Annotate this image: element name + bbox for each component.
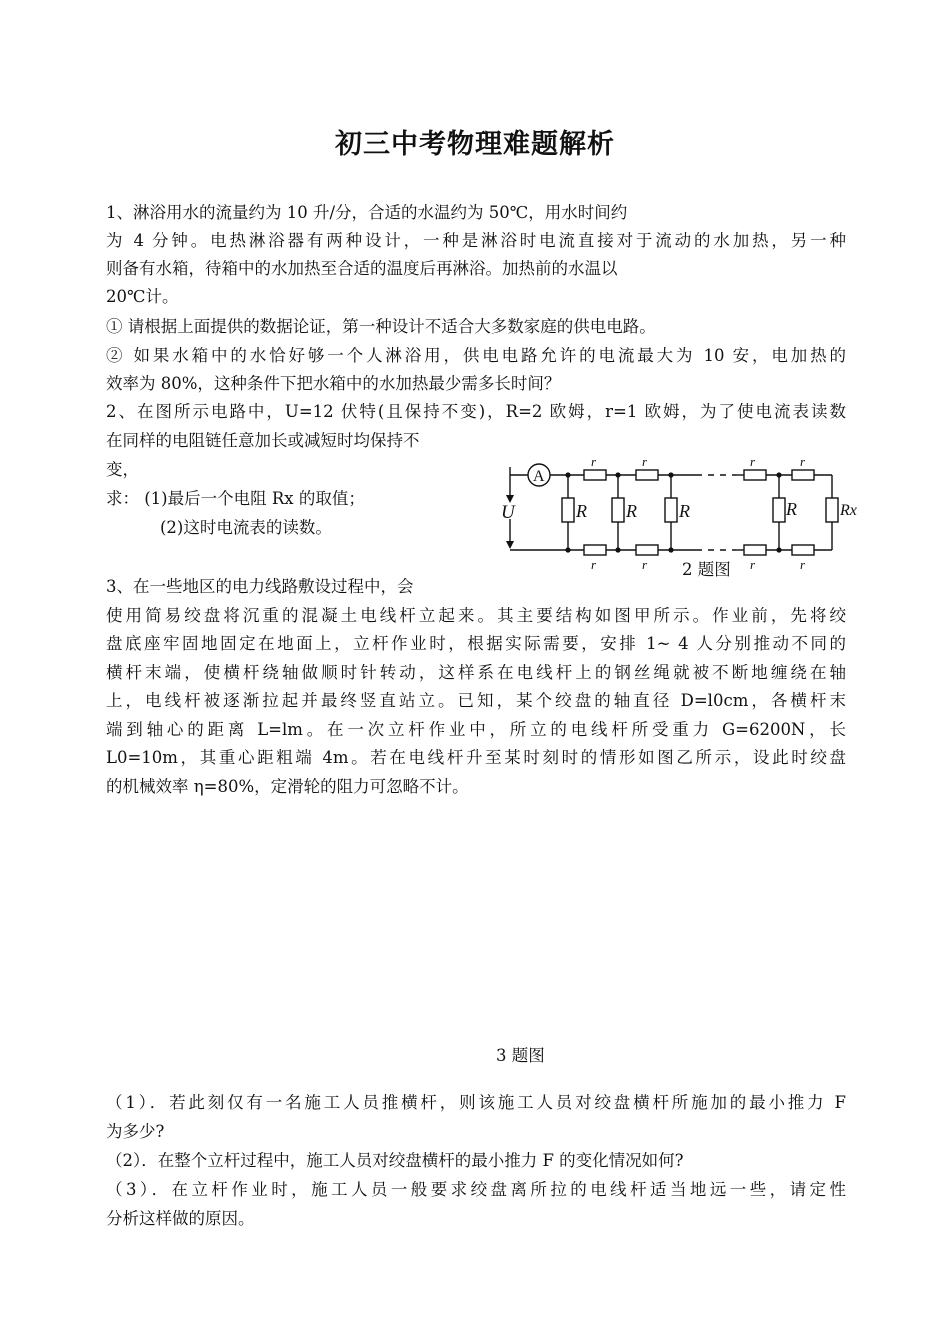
resistor-R-shunt-1	[562, 498, 574, 522]
q2-line-4: 求： (1)最后一个电阻 Rx 的取值；	[106, 489, 365, 508]
label-R-3: R	[679, 501, 690, 521]
label-r-bottom-1: r	[591, 557, 597, 572]
q1-line-3: 则备有水箱，待箱中的水加热至合适的温度后再淋浴。加热前的水温以	[106, 259, 618, 278]
label-r-bottom-3: r	[750, 557, 756, 572]
label-r-top-1: r	[591, 455, 597, 469]
label-Rx: Rx	[840, 502, 857, 519]
q1-line-2: 为 4 分钟。电热淋浴器有两种设计，一种是淋浴时电流直接对于流动的水加热，另一种	[106, 231, 846, 250]
resistor-R-shunt-2	[612, 498, 624, 522]
q3-line-5: 上，电线杆被逐渐拉起并最终竖直站立。已知，某个绞盘的轴直径 D=l0cm，各横杆末	[106, 691, 846, 710]
source-arrow-down	[506, 541, 514, 549]
resistor-r-top-1	[584, 470, 606, 480]
q2-line-2: 在同样的电阻链任意加长或减短时均保持不	[106, 431, 420, 450]
q3-sub-line-3: （2）．在整个立杆过程中，施工人员对绞盘横杆的最小推力 F 的变化情况如何?	[106, 1151, 684, 1170]
source-label: U	[501, 502, 515, 523]
label-r-top-3: r	[750, 455, 756, 469]
resistor-r-top-3	[744, 470, 766, 480]
q3-line-7: L0=10m，其重心距粗端 4m。若在电线杆升至某时刻时的情形如图乙所示，设此时绞盘	[106, 748, 846, 767]
q3-line-4: 横杆末端，使横杆绕轴做顺时针转动，这样系在电线杆上的钢丝绳就被不断地缠绕在轴	[106, 663, 846, 682]
q3-line-2: 使用简易绞盘将沉重的混凝土电线杆立起来。其主要结构如图甲所示。作业前，先将绞	[106, 606, 846, 625]
label-r-top-2: r	[642, 455, 648, 469]
q3-line-6: 端到轴心的距离 L=lm。在一次立杆作业中，所立的电线杆所受重力 G=6200N，长	[106, 720, 846, 739]
resistor-Rx	[826, 498, 838, 522]
figure-3-caption: 3 题图	[496, 1046, 545, 1065]
resistor-r-top-4	[792, 470, 814, 480]
q3-sub-line-5: 分析这样做的原因。	[106, 1209, 255, 1228]
resistor-R-shunt-3	[665, 498, 677, 522]
q2-line-1: 2、在图所示电路中，U=12 伏特(且保持不变)，R=2 欧姆，r=1 欧姆，为了使电流表读数	[106, 402, 846, 421]
q3-line-8: 的机械效率 η=80%，定滑轮的阻力可忽略不计。	[106, 777, 469, 796]
resistor-r-bottom-1	[584, 545, 606, 555]
q2-line-3: 变，	[106, 460, 139, 479]
resistor-R-shunt-4	[773, 498, 785, 522]
q1-line-1: 1、淋浴用水的流量约为 10 升/分，合适的水温约为 50℃，用水时间约	[106, 203, 628, 222]
q3-line-3: 盘底座牢固地固定在地面上，立杆作业时，根据实际需要，安排 1~ 4 人分别推动不同的	[106, 634, 846, 653]
resistor-r-top-2	[636, 470, 658, 480]
label-R-2: R	[626, 501, 637, 521]
resistor-r-bottom-2	[636, 545, 658, 555]
page-title: 初三中考物理难题解析	[335, 129, 615, 160]
q3-sub-line-2: 为多少?	[106, 1122, 165, 1141]
label-R-4: R	[786, 499, 797, 519]
q1-line-5: ① 请根据上面提供的数据论证，第一种设计不适合大多数家庭的供电电路。	[106, 317, 656, 336]
q3-sub-line-1: （1）．若此刻仅有一名施工人员推横杆，则该施工人员对绞盘横杆所施加的最小推力 F	[106, 1093, 846, 1112]
q2-line-5: (2)这时电流表的读数。	[160, 518, 332, 537]
q1-line-4: 20℃计。	[106, 287, 179, 306]
label-r-bottom-2: r	[642, 557, 648, 572]
figure-2-caption: 2 题图	[682, 560, 731, 579]
q1-line-7: 效率为 80%，这种条件下把水箱中的水加热最少需多长时间？	[106, 374, 561, 393]
resistor-r-bottom-3	[744, 545, 766, 555]
q3-line-1: 3、在一些地区的电力线路敷设过程中，会	[106, 577, 414, 596]
ammeter-label: A	[533, 468, 545, 485]
label-r-bottom-4: r	[800, 557, 806, 572]
q1-line-6: ② 如果水箱中的水恰好够一个人淋浴用，供电电路允许的电流最大为 10 安，电加热的	[106, 346, 846, 365]
resistor-r-bottom-4	[792, 545, 814, 555]
label-r-top-4: r	[800, 455, 806, 469]
label-R-1: R	[576, 501, 587, 521]
q3-sub-line-4: （3）．在立杆作业时，施工人员一般要求绞盘离所拉的电线杆适当地远一些，请定性	[106, 1180, 846, 1199]
